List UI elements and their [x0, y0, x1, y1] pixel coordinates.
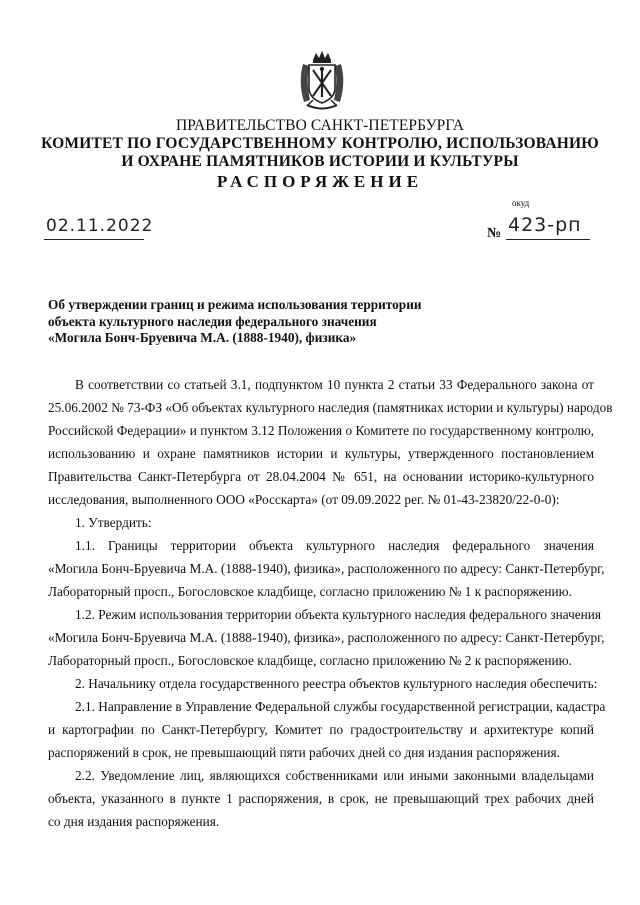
body-line: 1. Утвердить:: [75, 515, 152, 530]
body-line: В соответствии со статьей 3.1, подпунктом 10 пункта 2 статьи 33 Федерального закона от: [75, 377, 594, 392]
body-line: исследования, выполненного ООО «Росскарта» (от 09.09.2022 рег. № 01-43-23820/22-0-0):: [48, 492, 560, 507]
body-line: Лабораторный просп., Богословское кладбище, согласно приложению № 2 к распоряжению.: [48, 653, 572, 668]
committee-title-line-1: КОМИТЕТ ПО ГОСУДАРСТВЕННОМУ КОНТРОЛЮ, ИСПОЛЬЗОВАНИЮ: [41, 135, 599, 152]
body-line: использованию и охране памятников истории и культуры, утвержденного постановлением: [48, 446, 594, 461]
body-line: и картографии по Санкт-Петербургу, Комитет по градостроительству и архитектуре копий: [48, 722, 594, 737]
date-underline: [44, 239, 144, 240]
body-line: 1.2. Режим использования территории объекта культурного наследия федерального значения: [75, 607, 602, 622]
document-date: 02.11.2022: [46, 216, 154, 236]
saint-petersburg-coat-of-arms-icon: [297, 50, 347, 112]
body-line: распоряжений в срок, не превышающий пяти рабочих дней со дня издания распоряжения.: [48, 745, 560, 760]
body-line: «Могила Бонч-Бруевича М.А. (1888-1940), физика», расположенного по адресу: Санкт-Петербург,: [48, 630, 605, 645]
committee-title-line-2: И ОХРАНЕ ПАМЯТНИКОВ ИСТОРИИ И КУЛЬТУРЫ: [121, 153, 519, 170]
body-line: «Могила Бонч-Бруевича М.А. (1888-1940), физика», расположенного по адресу: Санкт-Петербург,: [48, 561, 605, 576]
subject-line: Об утверждении границ и режима использования территории: [48, 297, 422, 312]
body-line: Российской Федерации» и пунктом 3.12 Положения о Комитете по государственному контролю,: [48, 423, 594, 438]
okud-label: окуд: [512, 198, 530, 208]
body-line: объекта, указанного в пункте 1 распоряжения, в срок, не превышающий трех рабочих дней: [48, 791, 594, 806]
body-line: со дня издания распоряжения.: [48, 814, 220, 829]
number-underline: [506, 239, 590, 240]
subject-line: объекта культурного наследия федерального значения: [48, 313, 377, 329]
body-line: 25.06.2002 № 73-ФЗ «Об объектах культурного наследия (памятниках истории и культуры) народов: [48, 400, 613, 415]
document-type: РАСПОРЯЖЕНИЕ: [216, 172, 424, 191]
body-line: 2.1. Направление в Управление Федеральной службы государственной регистрации, кадастра: [75, 699, 606, 714]
body-line: 1.1. Границы территории объекта культурного наследия федерального значения: [75, 538, 594, 553]
government-title: ПРАВИТЕЛЬСТВО САНКТ-ПЕТЕРБУРГА: [175, 117, 465, 134]
body-line: Лабораторный просп., Богословское кладбище, согласно приложению № 1 к распоряжению.: [48, 584, 572, 599]
body-line: 2. Начальнику отдела государственного реестра объектов культурного наследия обеспечить:: [75, 676, 598, 691]
document-number: 423-рп: [508, 214, 582, 236]
number-label: №: [487, 226, 502, 241]
document-subject: [48, 297, 422, 347]
body-line: Правительства Санкт-Петербурга от 28.04.2004 № 651, на основании историко-культурного: [48, 469, 594, 484]
body-line: 2.2. Уведомление лиц, являющихся собственниками или иными законными владельцами: [75, 768, 594, 783]
subject-line: «Могила Бонч-Бруевича М.А. (1888-1940), физика»: [48, 330, 357, 345]
